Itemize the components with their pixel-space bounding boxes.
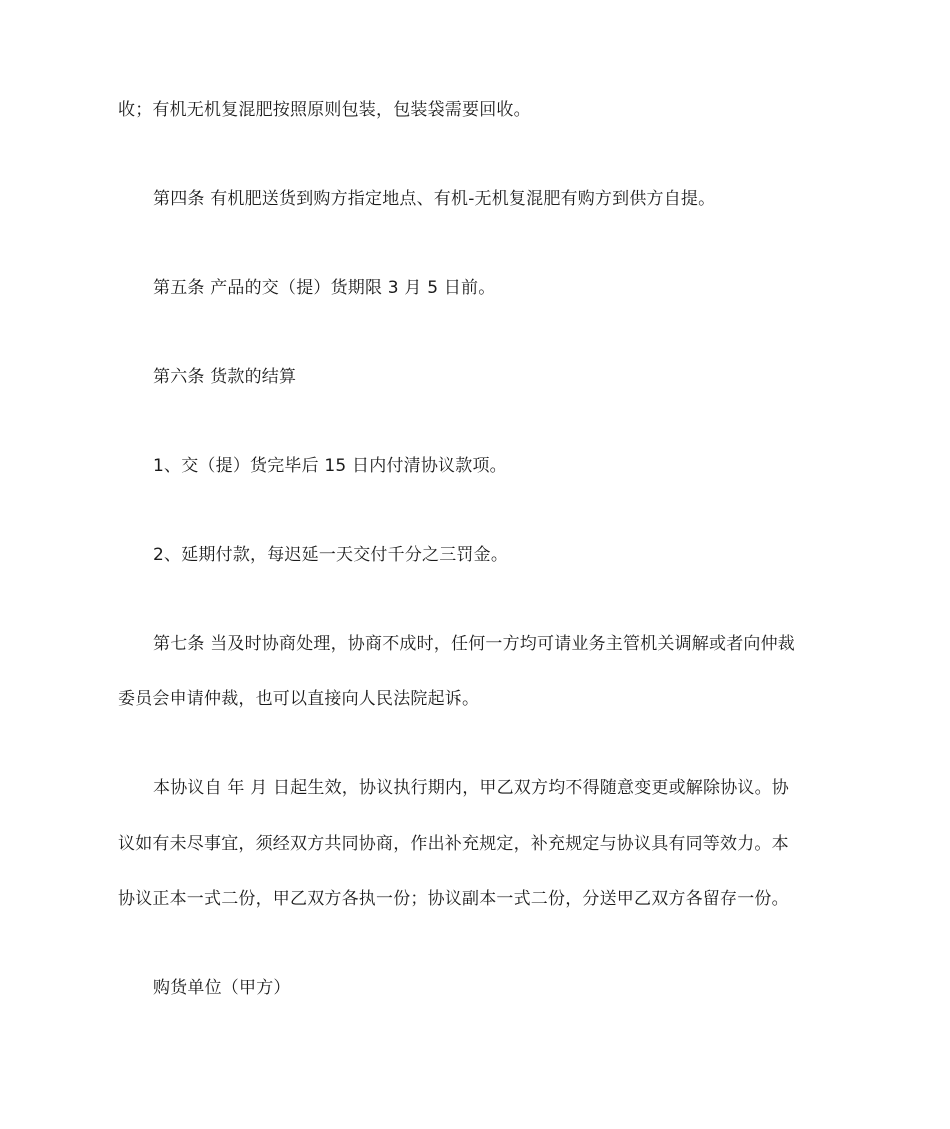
- effective-clause-line-2: 议如有未尽事宜，须经双方共同协商，作出补充规定，补充规定与协议具有同等效力。本: [118, 834, 789, 854]
- article-7-line-2: 委员会申请仲裁，也可以直接向人民法院起诉。: [118, 689, 480, 709]
- article-5: 第五条 产品的交（提）货期限 3 月 5 日前。: [153, 278, 496, 298]
- buyer-signature-label: 购货单位（甲方）: [153, 978, 291, 998]
- effective-clause-line-3: 协议正本一式二份，甲乙双方各执一份；协议副本一式二份，分送甲乙双方各留存一份。: [118, 889, 789, 909]
- article-4: 第四条 有机肥送货到购方指定地点、有机-无机复混肥有购方到供方自提。: [153, 189, 716, 209]
- payment-clause-2: 2、延期付款，每迟延一天交付千分之三罚金。: [153, 545, 509, 565]
- article-7-line-1: 第七条 当及时协商处理，协商不成时，任何一方均可请业务主管机关调解或者向仲裁: [153, 634, 796, 654]
- effective-clause-line-1: 本协议自 年 月 日起生效，协议执行期内，甲乙双方均不得随意变更或解除协议。协: [153, 778, 790, 798]
- article-6-heading: 第六条 货款的结算: [153, 367, 297, 387]
- paragraph-line: 收；有机无机复混肥按照原则包装，包装袋需要回收。: [118, 100, 531, 120]
- payment-clause-1: 1、交（提）货完毕后 15 日内付清协议款项。: [153, 456, 507, 476]
